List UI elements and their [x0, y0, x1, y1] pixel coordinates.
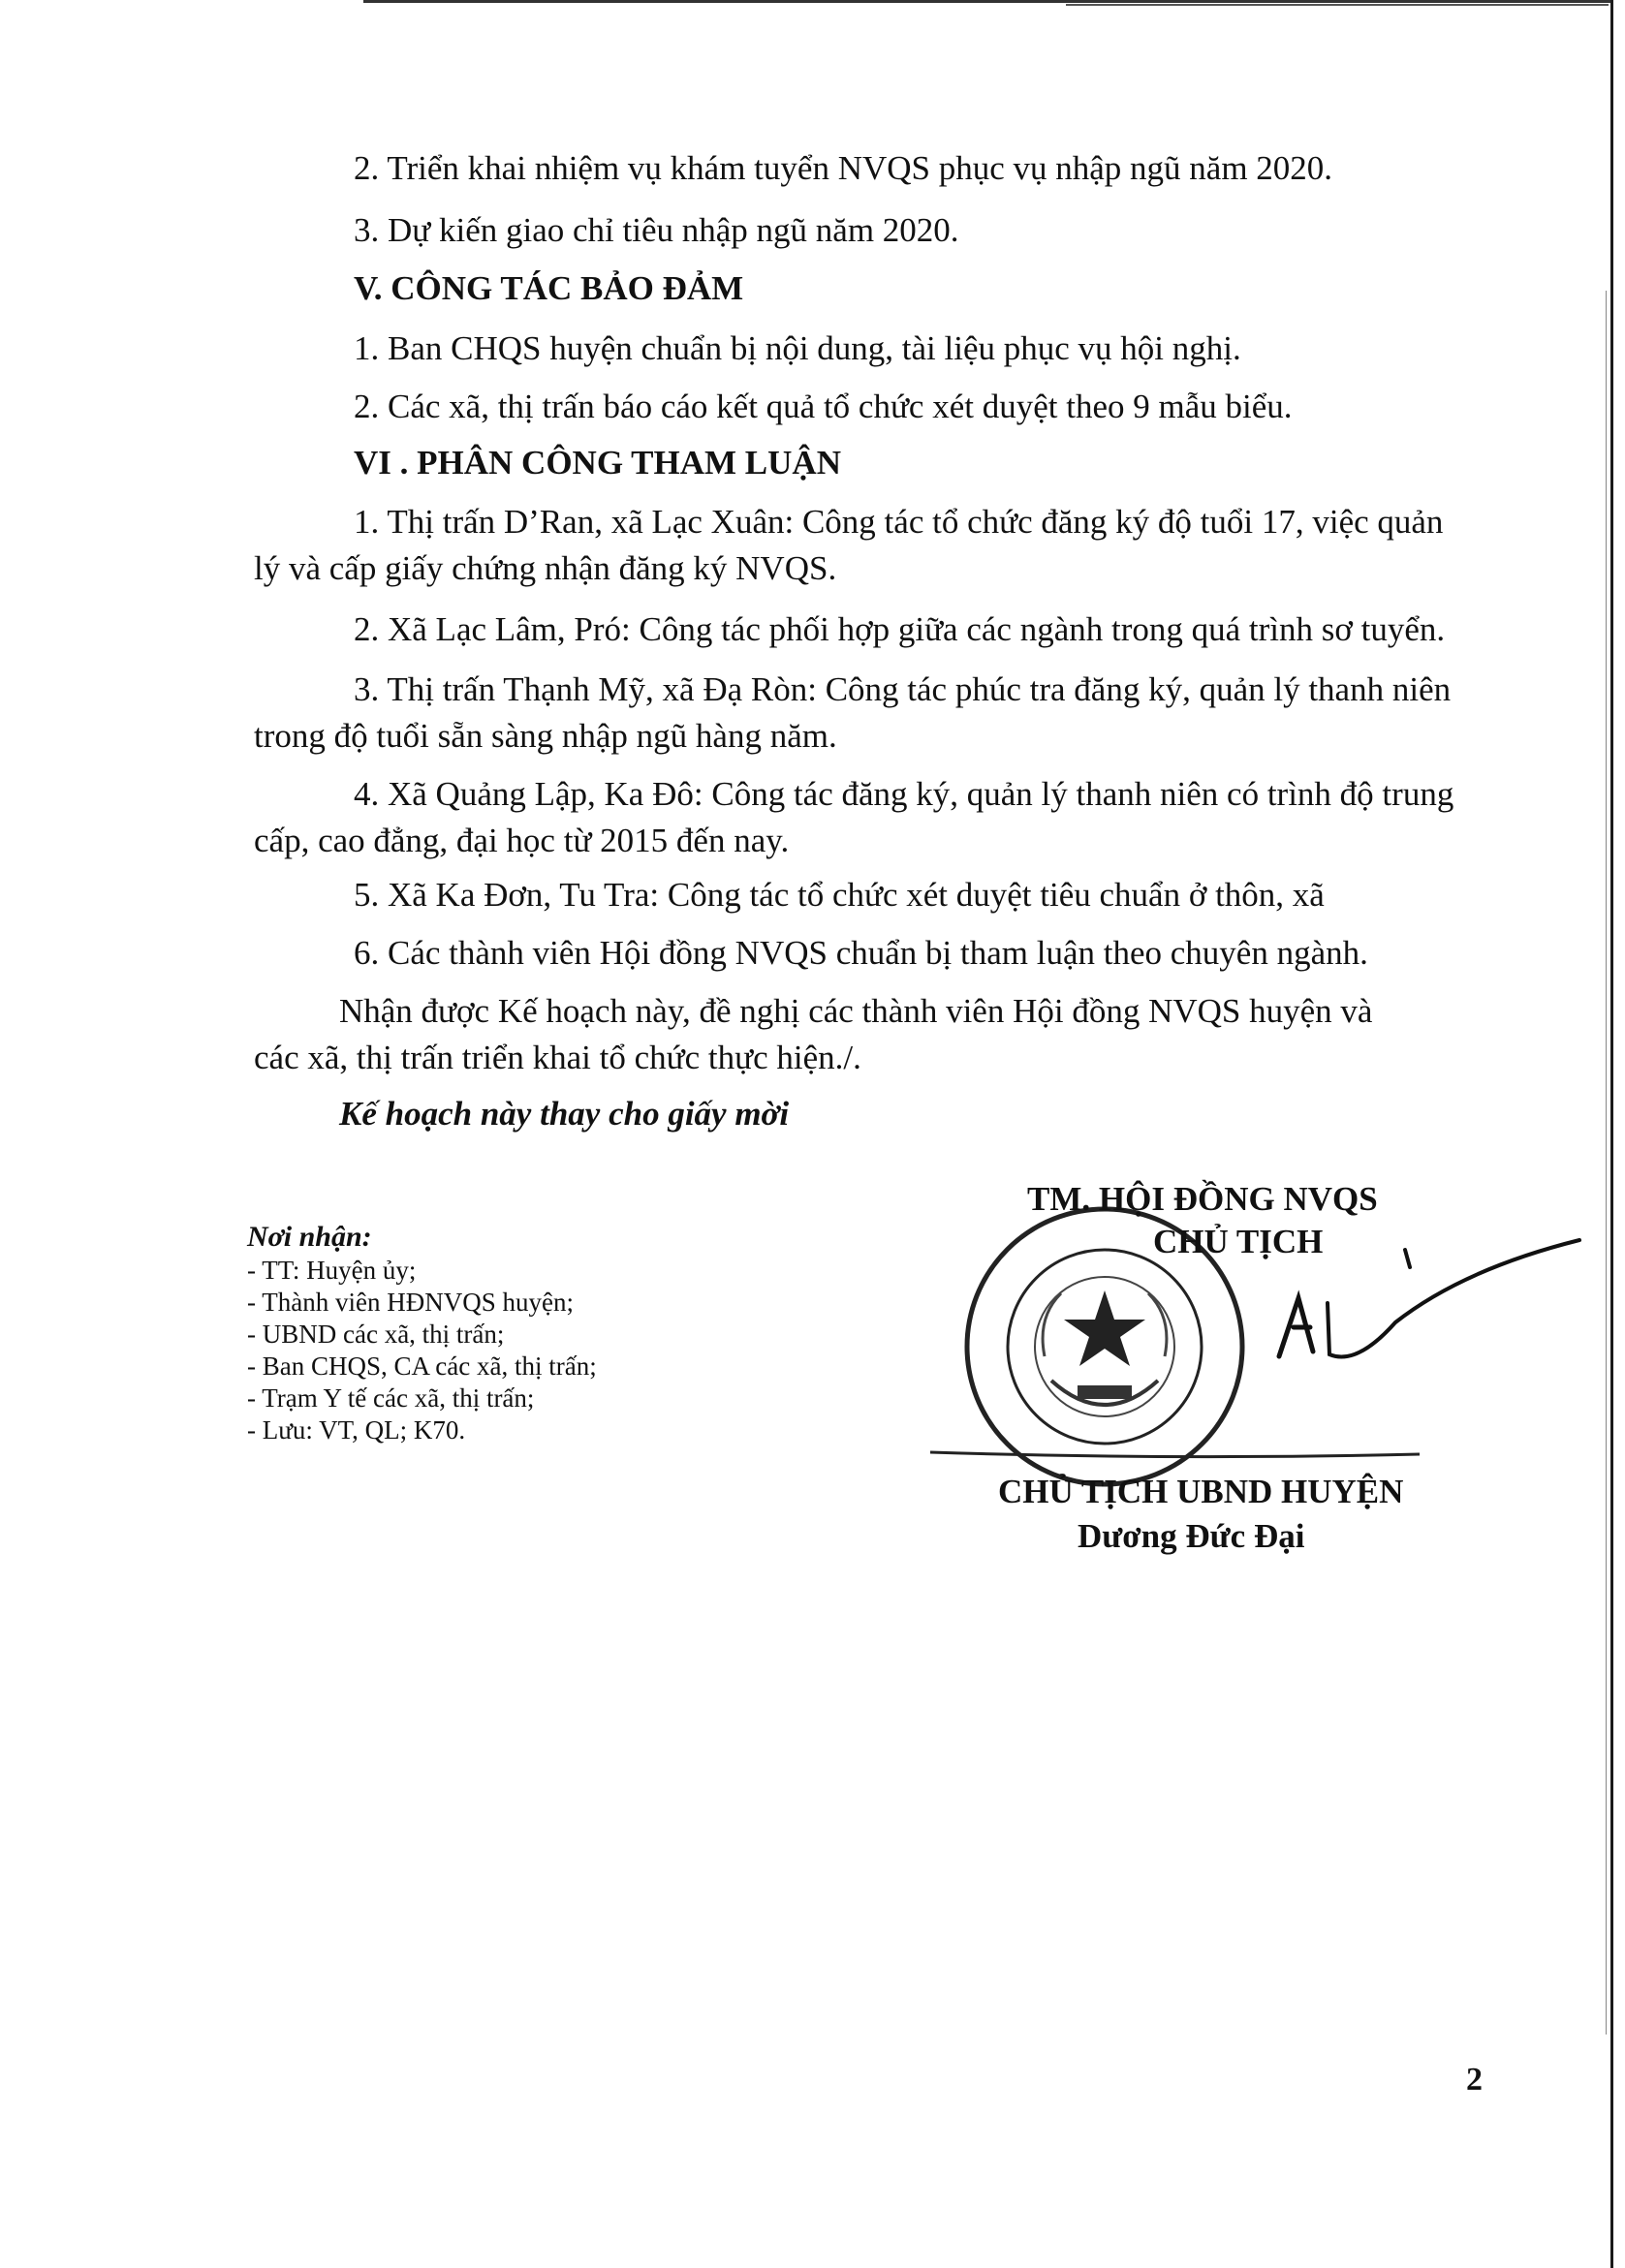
- body-line: các xã, thị trấn triển khai tổ chức thực hiện./.: [254, 1039, 861, 1076]
- body-line: 2. Các xã, thị trấn báo cáo kết quả tổ chức xét duyệt theo 9 mẫu biểu.: [354, 388, 1293, 425]
- body-line: 3. Dự kiến giao chỉ tiêu nhập ngũ năm 2020.: [354, 211, 959, 249]
- body-line: 6. Các thành viên Hội đồng NVQS chuẩn bị tham luận theo chuyên ngành.: [354, 934, 1368, 972]
- body-line: 2. Xã Lạc Lâm, Pró: Công tác phối hợp giữa các ngành trong quá trình sơ tuyển.: [354, 610, 1446, 648]
- body-line: cấp, cao đẳng, đại học từ 2015 đến nay.: [254, 822, 790, 859]
- page-number: 2: [1466, 2062, 1483, 2097]
- signer-name: Dương Đức Đại: [1078, 1517, 1305, 1555]
- recipient-item: - UBND các xã, thị trấn;: [247, 1320, 505, 1349]
- section-heading: V. CÔNG TÁC BẢO ĐẢM: [354, 269, 744, 307]
- body-line: 5. Xã Ka Đơn, Tu Tra: Công tác tổ chức xét duyệt tiêu chuẩn ở thôn, xã: [354, 876, 1325, 914]
- body-line: 4. Xã Quảng Lập, Ka Đô: Công tác đăng ký, quản lý thanh niên có trình độ trung: [354, 775, 1454, 813]
- body-line: Nhận được Kế hoạch này, đề nghị các thành viên Hội đồng NVQS huyện và: [339, 992, 1373, 1030]
- body-line: 3. Thị trấn Thạnh Mỹ, xã Đạ Ròn: Công tác phúc tra đăng ký, quản lý thanh niên: [354, 670, 1452, 708]
- closing-note: Kế hoạch này thay cho giấy mời: [339, 1095, 790, 1133]
- scan-top-border: [363, 0, 1613, 3]
- body-line: trong độ tuổi sẵn sàng nhập ngũ hàng năm.: [254, 717, 837, 755]
- recipient-item: - Trạm Y tế các xã, thị trấn;: [247, 1383, 535, 1413]
- signature-underline: [930, 1446, 1424, 1466]
- recipient-item: - Ban CHQS, CA các xã, thị trấn;: [247, 1351, 597, 1381]
- body-line: 1. Thị trấn D’Ran, xã Lạc Xuân: Công tác tổ chức đăng ký độ tuổi 17, việc quản: [354, 503, 1444, 541]
- recipient-item: - Lưu: VT, QL; K70.: [247, 1415, 466, 1445]
- recipient-item: - Thành viên HĐNVQS huyện;: [247, 1288, 574, 1317]
- scan-right-border-secondary: [1606, 291, 1607, 2035]
- scan-right-border: [1610, 0, 1613, 2268]
- signer-position: CHỦ TỊCH UBND HUYỆN: [998, 1473, 1404, 1510]
- signature-title: TM. HỘI ĐỒNG NVQS: [1027, 1180, 1378, 1218]
- scan-top-border-secondary: [1066, 4, 1609, 6]
- recipients-block: [247, 1221, 597, 1446]
- body-line: lý và cấp giấy chứng nhận đăng ký NVQS.: [254, 549, 837, 587]
- body-line: 1. Ban CHQS huyện chuẩn bị nội dung, tài liệu phục vụ hội nghị.: [354, 329, 1241, 367]
- section-heading: VI . PHÂN CÔNG THAM LUẬN: [354, 444, 841, 482]
- body-line: 2. Triển khai nhiệm vụ khám tuyển NVQS phục vụ nhập ngũ năm 2020.: [354, 149, 1333, 187]
- recipient-item: - TT: Huyện ủy;: [247, 1256, 417, 1285]
- recipients-heading: Nơi nhận:: [247, 1221, 372, 1253]
- signature-role: CHỦ TỊCH: [1153, 1223, 1324, 1260]
